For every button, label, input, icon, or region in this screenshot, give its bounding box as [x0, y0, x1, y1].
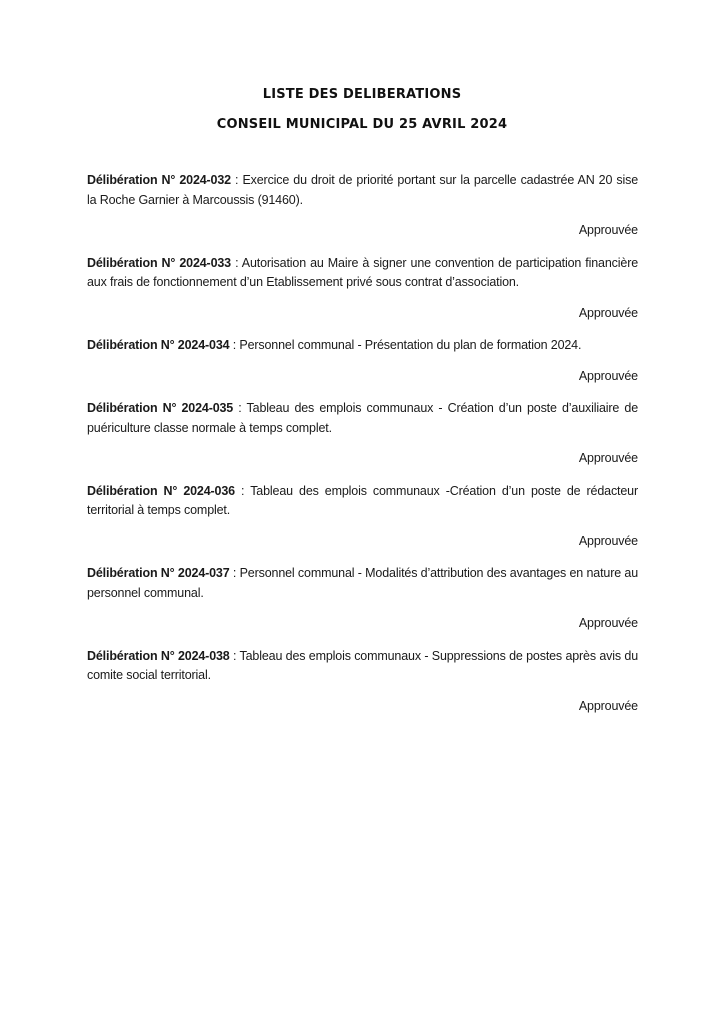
deliberation-item — [87, 482, 638, 552]
deliberation-description: : Autorisation au Maire à signer une convention de participation financière aux frais de fonctionnement d’un Etablissement privé sous contrat d’association. — [87, 255, 639, 289]
deliberation-text — [87, 482, 638, 521]
deliberation-description: : Tableau des emplois communaux - Suppressions de postes après avis du comite social territorial. — [87, 648, 639, 682]
document-subtitle: CONSEIL MUNICIPAL DU 25 AVRIL 2024 — [216, 117, 508, 132]
deliberation-list — [87, 171, 638, 729]
document-title: LISTE DES DELIBERATIONS — [262, 87, 462, 102]
deliberation-item — [87, 399, 638, 469]
deliberation-text — [87, 254, 638, 293]
deliberation-status: Approuvée — [578, 223, 638, 237]
deliberation-description: : Personnel communal - Présentation du plan de formation 2024. — [229, 338, 582, 352]
deliberation-text — [87, 399, 638, 438]
deliberation-item — [87, 564, 638, 634]
deliberation-item — [87, 336, 638, 386]
deliberation-description: : Exercice du droit de priorité portant sur la parcelle cadastrée AN 20 sise la Roche Garnier à Marcoussis (91460). — [87, 173, 638, 207]
deliberation-status: Approuvée — [578, 616, 638, 630]
deliberation-text — [87, 647, 638, 686]
deliberation-description: : Tableau des emplois communaux -Création d’un poste de rédacteur territorial à temps complet. — [87, 483, 638, 517]
deliberation-text — [87, 336, 638, 356]
deliberation-ref: Délibération N° 2024-035 — [87, 401, 234, 415]
deliberation-ref: Délibération N° 2024-037 — [87, 566, 230, 580]
deliberation-item — [87, 254, 638, 324]
deliberation-ref: Délibération N° 2024-033 — [87, 255, 231, 270]
deliberation-ref: Délibération N° 2024-034 — [87, 338, 230, 352]
deliberation-ref: Délibération N° 2024-036 — [87, 483, 235, 498]
deliberation-ref: Délibération N° 2024-032 — [87, 173, 231, 187]
deliberation-description: : Personnel communal - Modalités d’attribution des avantages en nature au personnel communal. — [87, 566, 638, 600]
deliberation-status: Approuvée — [578, 698, 638, 713]
deliberation-ref: Délibération N° 2024-038 — [87, 648, 230, 663]
deliberation-text — [87, 564, 638, 603]
deliberation-status: Approuvée — [578, 305, 638, 320]
deliberation-item — [87, 171, 638, 241]
deliberation-item — [87, 647, 638, 717]
deliberation-status: Approuvée — [578, 533, 638, 548]
deliberation-status: Approuvée — [578, 451, 638, 465]
deliberation-status: Approuvée — [578, 368, 638, 383]
deliberation-description: : Tableau des emplois communaux - Création d’un poste d’auxiliaire de puériculture classe normale à temps complet. — [87, 401, 638, 435]
deliberation-text — [87, 171, 638, 210]
